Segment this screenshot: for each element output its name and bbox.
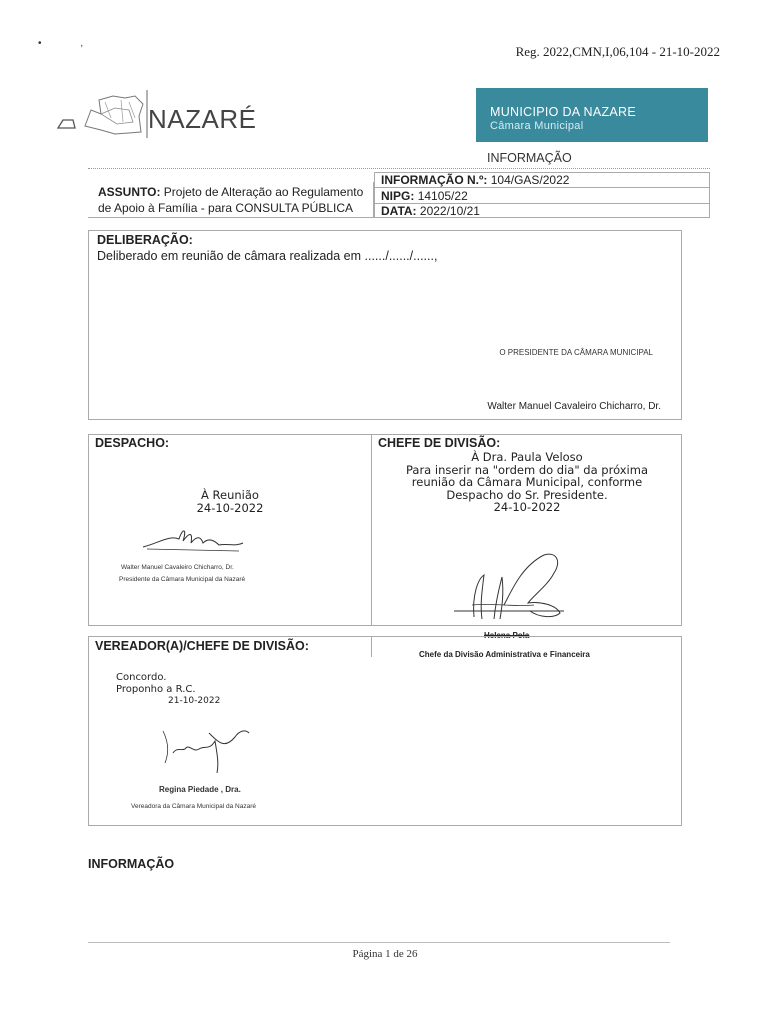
subject-label: ASSUNTO: [98,185,161,199]
municipality-name: MUNICIPIO DA NAZARE [490,105,636,119]
summary-table [88,172,710,218]
info-value: 104/GAS/2022 [490,173,570,187]
municipality-banner [476,88,708,142]
subject-line2: de Apoio à Família - para CONSULTA PÚBLICA [98,201,353,215]
registration-reference: Reg. 2022,CMN,I,06,104 - 21-10-2022 [515,44,720,59]
chefe-signature [444,545,584,625]
date-label: DATA: [381,204,417,218]
chefe-line: 24-10-2022 [493,500,561,514]
deliberacao-text: Deliberado em reunião de câmara realizada em ....../....../......, [97,249,438,263]
chefe-line: Despacho do Sr. Presidente. [446,487,608,502]
president-name: Walter Manuel Cavaleiro Chicharro, Dr. [487,401,661,412]
vereador-line2: Proponho a R.C. [116,684,196,695]
council-name: Câmara Municipal [490,120,584,132]
chefe-text [371,451,683,514]
deliberacao-box [88,230,682,420]
document-type: INFORMAÇÃO [487,151,572,165]
brand-name: NAZARÉ [148,104,257,134]
chefe-line: Para inserir na "ordem do dia" da próxima [405,462,649,477]
dotted-divider [88,168,710,169]
nipg-value: 14105/22 [417,189,468,203]
info-label: INFORMAÇÃO N.º: [381,173,488,187]
vereador-date: 21-10-2022 [168,696,221,706]
vereador-box [88,636,682,826]
scan-marks: • , [38,38,84,49]
informacao-section-title: INFORMAÇÃO [88,857,175,871]
nipg-label: NIPG: [381,189,415,203]
vereador-signer-name: Regina Piedade , Dra. [159,785,241,794]
page-number: Página 1 de 26 [352,948,418,960]
deliberacao-title: DELIBERAÇÃO: [97,233,193,247]
vereador-signature [159,723,259,779]
chefe-signer-role: Chefe da Divisão Administrativa e Financeira [419,650,590,659]
despacho-box [88,434,682,626]
despacho-signer-role: Presidente da Câmara Municipal da Nazaré [119,576,246,583]
chefe-line: reunião da Câmara Municipal, conforme [411,475,643,489]
despacho-signer-name: Walter Manuel Cavaleiro Chicharro, Dr. [121,564,234,571]
chefe-signer-name: Helena Pola [484,631,530,640]
vereador-title: VEREADOR(A)/CHEFE DE DIVISÃO: [95,639,309,653]
info-cell [374,172,710,218]
despacho-date: 24-10-2022 [196,501,264,515]
subject-cell [88,182,374,218]
despacho-title: DESPACHO: [95,436,170,450]
vereador-line1: Concordo. [116,672,167,683]
president-signature [139,523,249,553]
despacho-line1: À Reunião [201,488,259,502]
vereador-signer-role: Vereadora da Câmara Municipal da Nazaré [131,803,257,810]
chefe-line: À Dra. Paula Veloso [471,450,583,464]
president-title: O PRESIDENTE DA CÂMARA MUNICIPAL [499,348,653,357]
chefe-title: CHEFE DE DIVISÃO: [378,436,501,450]
date-value: 2022/10/21 [419,204,480,218]
footer-divider [88,942,670,943]
subject-line1: Projeto de Alteração ao Regulamento [163,185,364,199]
